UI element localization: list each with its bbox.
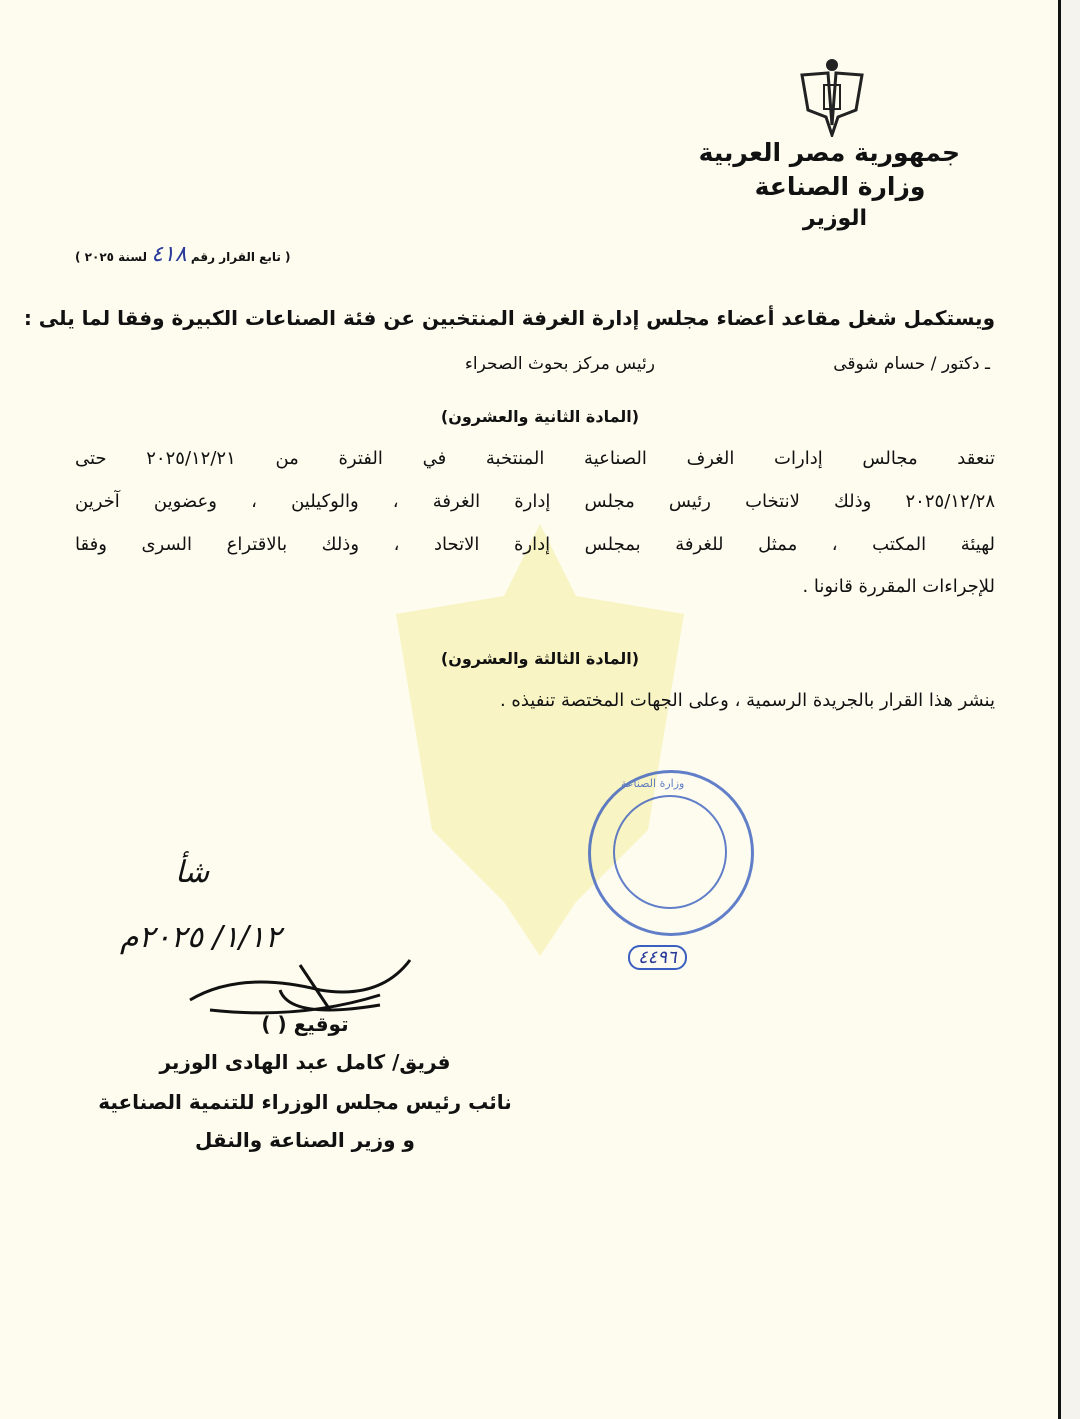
reference-suffix: لسنة ٢٠٢٥ )	[75, 250, 148, 264]
handwritten-note: شأ	[175, 855, 210, 890]
ministry-stamp	[588, 770, 754, 936]
stamp-serial: ٤٤٩٦	[628, 945, 687, 970]
signatory-name: فريق/ كامل عبد الهادى الوزير	[159, 1050, 451, 1074]
office-name: الوزير	[802, 206, 868, 231]
article-22-line: ٢٠٢٥/١٢/٢٨ وذلك لانتخاب رئيس مجلس إدارة الغرفة ، والوكيلين ، وعضوين آخرين	[75, 491, 995, 512]
article-22-line: لهيئة المكتب ، ممثل للغرفة بمجلس إدارة الاتحاد ، وذلك بالاقتراع السرى وفقا	[75, 534, 995, 555]
article-22-line: للإجراءات المقررة قانونا .	[802, 576, 995, 597]
handwritten-date: ١/١٢/ ٢٠٢٥م	[120, 920, 282, 955]
decree-number: ٤١٨	[151, 242, 187, 267]
member-name: ـ دكتور / حسام شوقى	[833, 354, 990, 374]
article-22-heading: (المادة الثانية والعشرون)	[440, 407, 640, 426]
article-23-heading: (المادة الثالثة والعشرون)	[440, 649, 640, 668]
intro-text: ويستكمل شغل مقاعد أعضاء مجلس إدارة الغرفة المنتخبين عن فئة الصناعات الكبيرة وفقا لما يلى :	[23, 306, 995, 330]
reference-prefix: ( تابع القرار رقم	[190, 250, 291, 264]
signatory-role: نائب رئيس مجلس الوزراء للتنمية الصناعية	[98, 1090, 512, 1114]
country-name: جمهورية مصر العربية	[698, 138, 960, 167]
article-23-line: ينشر هذا القرار بالجريدة الرسمية ، وعلى الجهات المختصة تنفيذه .	[499, 690, 995, 711]
decree-reference	[75, 242, 291, 267]
signatory-role: و وزير الصناعة والنقل	[195, 1128, 415, 1152]
stamp-text: وزارة الصناعة	[621, 777, 685, 790]
member-title: رئيس مركز بحوث الصحراء	[464, 354, 655, 374]
article-22-line: تنعقد مجالس إدارات الغرف الصناعية المنتخبة في الفترة من ٢٠٢٥/١٢/٢١ حتى	[75, 448, 995, 469]
signature-label: توقيع ( )	[261, 1012, 349, 1036]
eagle-emblem-icon	[798, 55, 866, 137]
ministry-name: وزارة الصناعة	[754, 172, 926, 201]
